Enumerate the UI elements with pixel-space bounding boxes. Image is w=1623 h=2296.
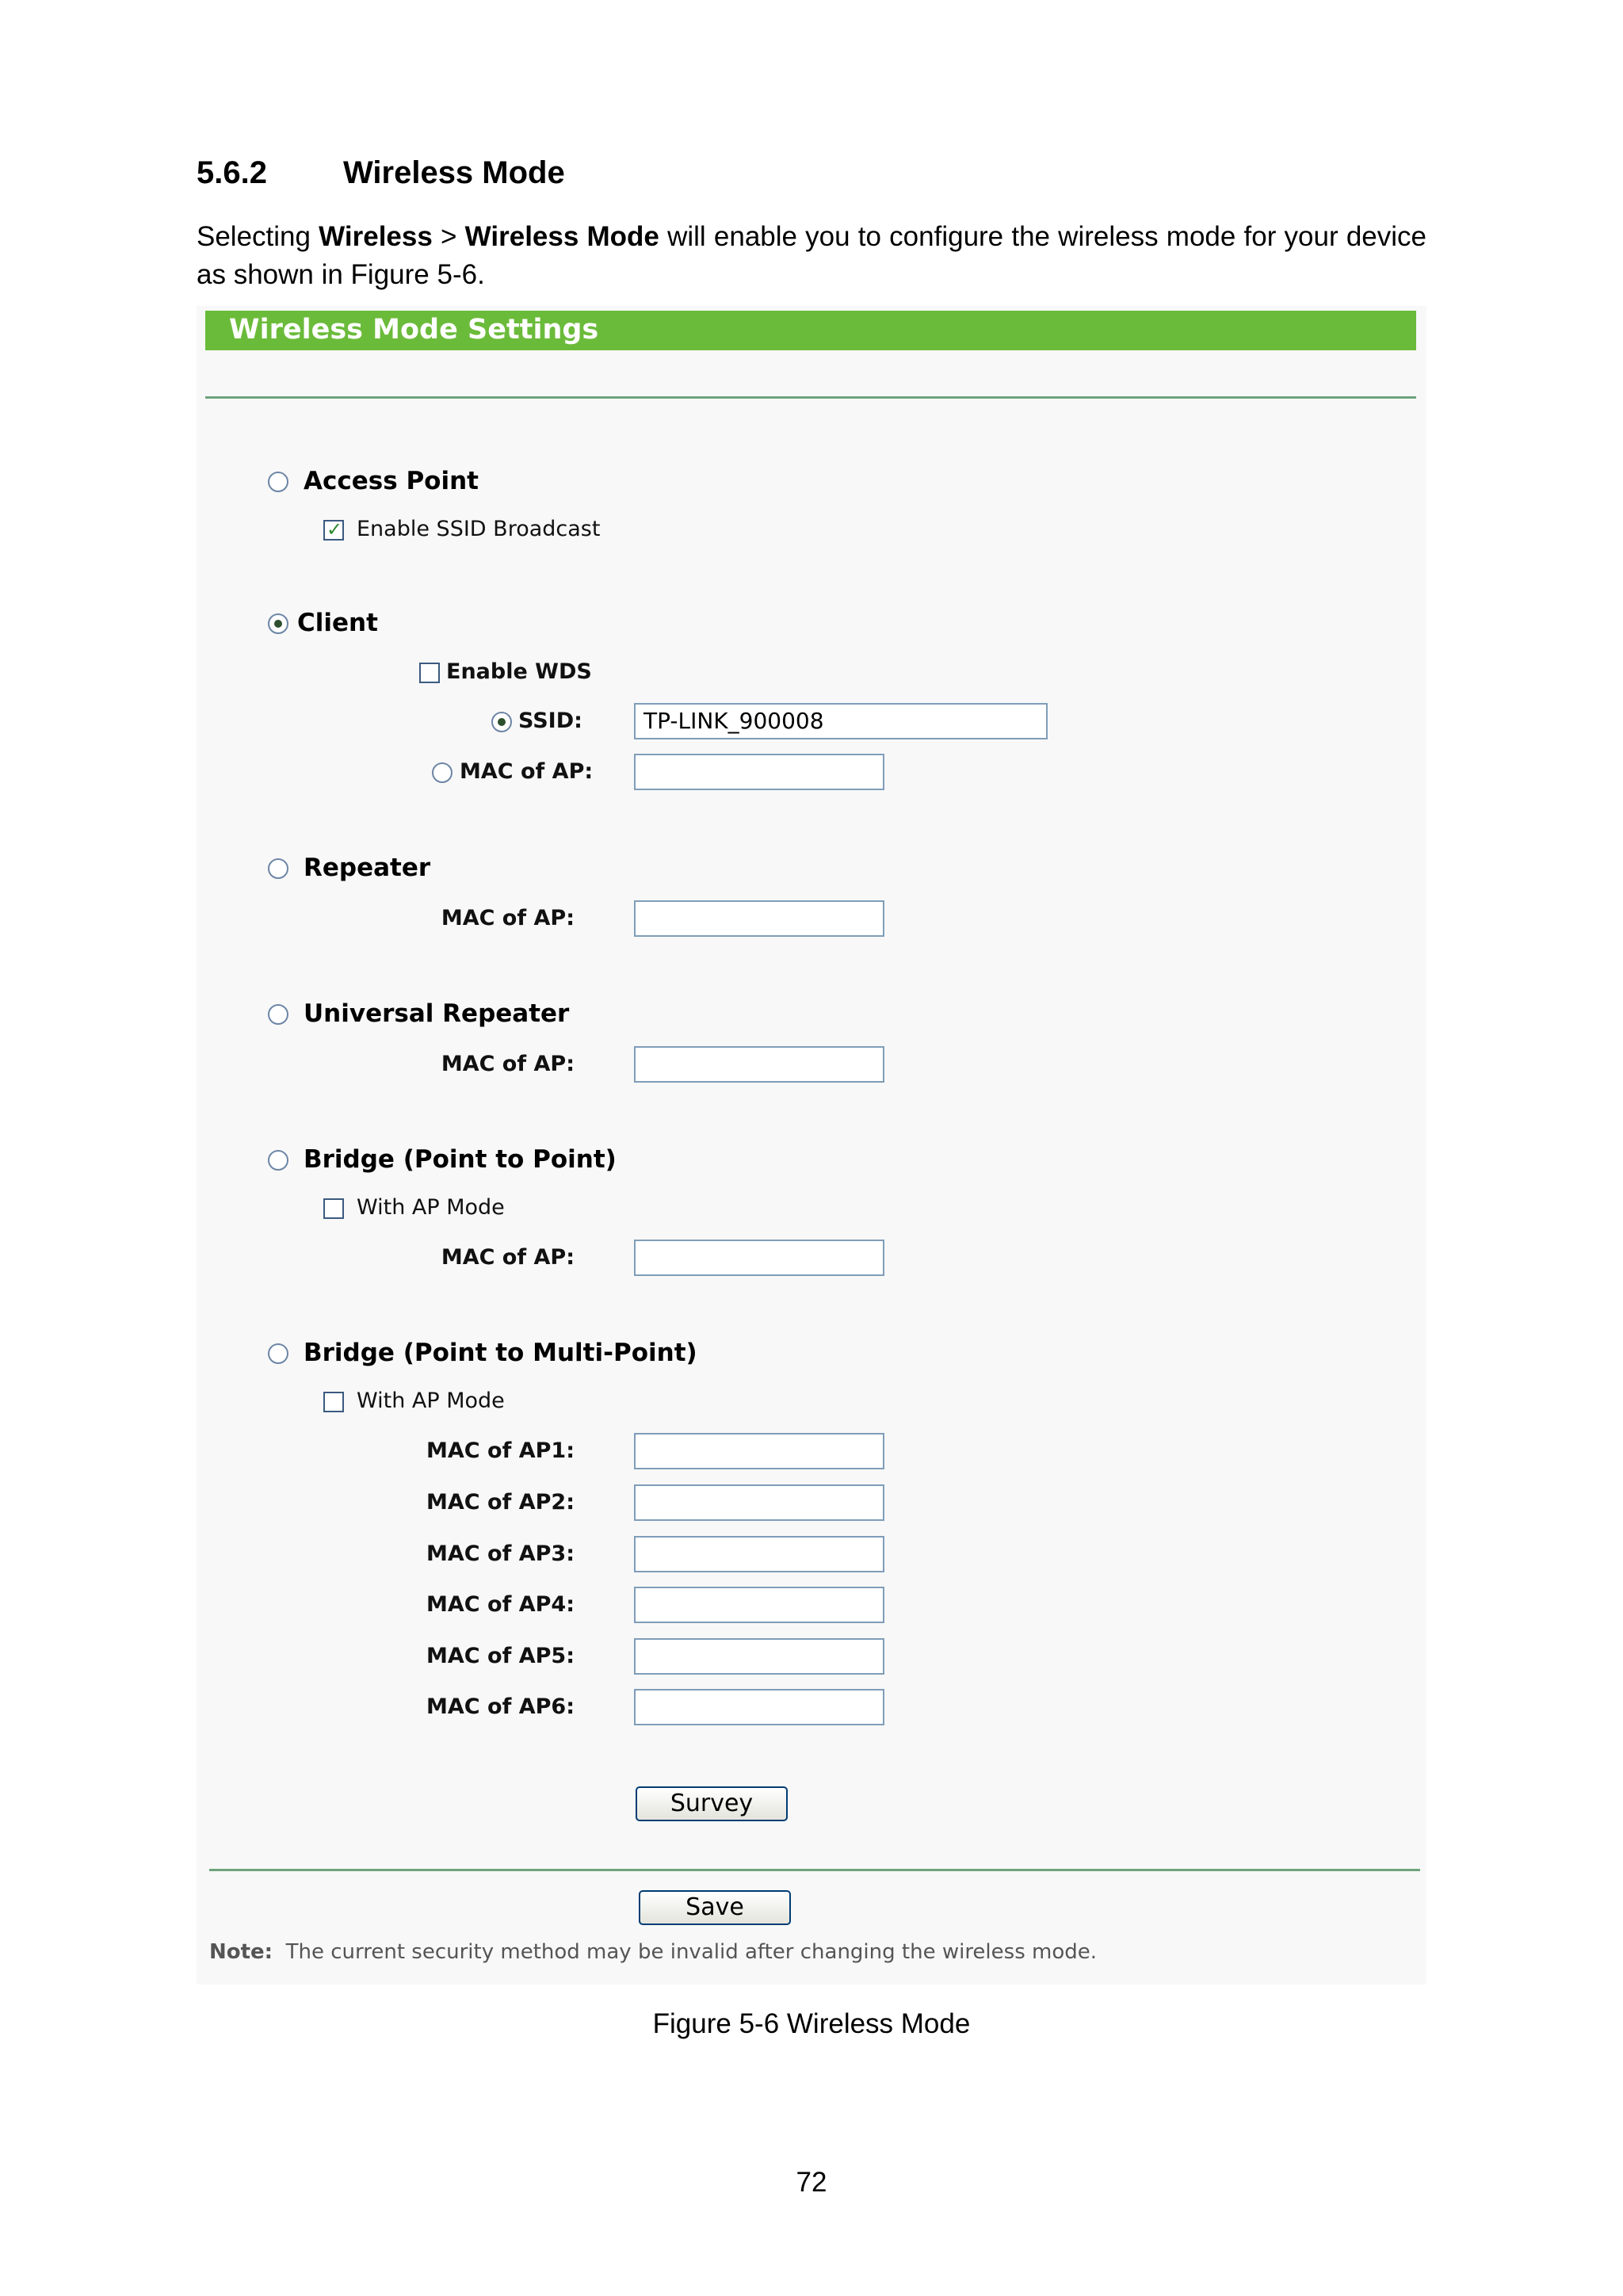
repeater-label: Repeater bbox=[304, 854, 431, 882]
bridge-p2mp-radio[interactable] bbox=[268, 1343, 288, 1364]
panel-header bbox=[205, 311, 1416, 350]
client-mac-input[interactable] bbox=[634, 754, 884, 790]
mac-ap3-label: MAC of AP3: bbox=[426, 1541, 575, 1566]
intro-paragraph bbox=[197, 218, 1426, 294]
client-mac-label: MAC of AP: bbox=[460, 759, 594, 784]
page-number: 72 bbox=[796, 2167, 827, 2198]
intro-before: Selecting bbox=[197, 221, 319, 252]
save-button[interactable]: Save bbox=[639, 1890, 791, 1925]
mac-ap5-label: MAC of AP5: bbox=[426, 1644, 575, 1668]
ssid-broadcast-checkbox[interactable] bbox=[323, 520, 344, 541]
mac-ap3-input[interactable] bbox=[634, 1536, 884, 1572]
mac-ap1-input[interactable] bbox=[634, 1433, 884, 1469]
universal-repeater-mac-label: MAC of AP: bbox=[441, 1052, 575, 1076]
client-mac-radio[interactable] bbox=[432, 762, 453, 783]
client-ssid-label: SSID: bbox=[518, 709, 582, 733]
repeater-radio[interactable] bbox=[268, 858, 288, 879]
enable-wds-label: Enable WDS bbox=[446, 659, 592, 684]
note bbox=[209, 1940, 1097, 1964]
mac-ap6-label: MAC of AP6: bbox=[426, 1694, 575, 1719]
client-ssid-radio[interactable] bbox=[491, 712, 512, 732]
mac-ap2-input[interactable] bbox=[634, 1484, 884, 1521]
bottom-divider bbox=[209, 1869, 1420, 1871]
figure-caption: Figure 5-6 Wireless Mode bbox=[652, 2008, 971, 2039]
top-divider bbox=[205, 396, 1416, 399]
mac-ap5-input[interactable] bbox=[634, 1638, 884, 1675]
client-ssid-input[interactable]: TP-LINK_900008 bbox=[634, 703, 1048, 739]
note-label: Note: bbox=[209, 1940, 273, 1964]
bridge-p2p-mac-input[interactable] bbox=[634, 1240, 884, 1276]
note-text: The current security method may be invalid after changing the wireless mode. bbox=[285, 1940, 1098, 1964]
enable-wds-checkbox[interactable] bbox=[419, 663, 440, 683]
panel-title: Wireless Mode Settings bbox=[229, 314, 599, 346]
mac-ap2-label: MAC of AP2: bbox=[426, 1490, 575, 1515]
bridge-p2mp-ap-mode-checkbox[interactable] bbox=[323, 1392, 344, 1412]
bridge-p2mp-ap-mode-label: With AP Mode bbox=[357, 1389, 505, 1413]
intro-after: will enable you to configure the wireless mode for your device as shown in Figure 5-6. bbox=[197, 221, 1427, 290]
ssid-broadcast-label: Enable SSID Broadcast bbox=[357, 517, 601, 541]
universal-repeater-mac-input[interactable] bbox=[634, 1046, 884, 1083]
intro-menu-wireless: Wireless bbox=[319, 221, 433, 252]
mac-ap4-label: MAC of AP4: bbox=[426, 1592, 575, 1617]
section-number: 5.6.2 bbox=[197, 155, 267, 190]
bridge-p2p-ap-mode-label: With AP Mode bbox=[357, 1195, 505, 1220]
section-title: Wireless Mode bbox=[343, 155, 565, 190]
intro-sep: > bbox=[432, 221, 465, 252]
mac-ap1-label: MAC of AP1: bbox=[426, 1438, 575, 1463]
universal-repeater-radio[interactable] bbox=[268, 1004, 288, 1025]
bridge-p2p-label: Bridge (Point to Point) bbox=[304, 1145, 617, 1174]
access-point-label: Access Point bbox=[304, 467, 479, 495]
bridge-p2mp-label: Bridge (Point to Multi-Point) bbox=[304, 1339, 697, 1367]
bridge-p2p-ap-mode-checkbox[interactable] bbox=[323, 1198, 344, 1219]
bridge-p2p-mac-label: MAC of AP: bbox=[441, 1245, 575, 1270]
survey-button[interactable]: Survey bbox=[636, 1786, 788, 1821]
universal-repeater-label: Universal Repeater bbox=[304, 999, 570, 1028]
client-radio[interactable] bbox=[268, 613, 288, 634]
client-label: Client bbox=[297, 609, 378, 637]
mac-ap4-input[interactable] bbox=[634, 1587, 884, 1623]
bridge-p2p-radio[interactable] bbox=[268, 1150, 288, 1171]
mac-ap6-input[interactable] bbox=[634, 1689, 884, 1725]
intro-menu-wireless-mode: Wireless Mode bbox=[464, 221, 659, 252]
repeater-mac-input[interactable] bbox=[634, 900, 884, 937]
access-point-radio[interactable] bbox=[268, 472, 288, 492]
repeater-mac-label: MAC of AP: bbox=[441, 906, 575, 930]
